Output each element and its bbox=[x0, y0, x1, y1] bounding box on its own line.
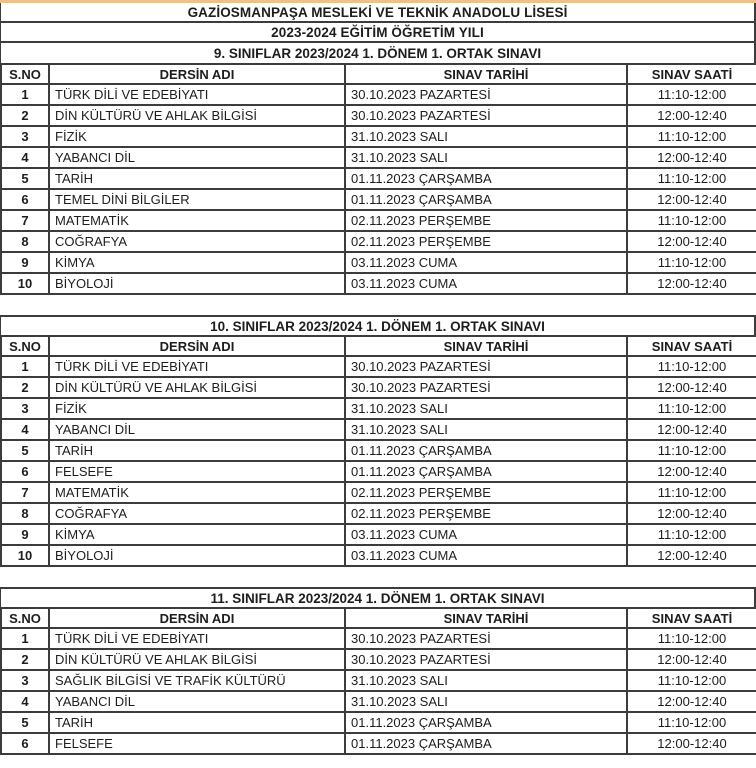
exam-date-cell: 03.11.2023 CUMA bbox=[345, 273, 627, 294]
exam-date-cell: 31.10.2023 SALI bbox=[345, 691, 627, 712]
column-header-course: DERSİN ADI bbox=[49, 608, 345, 628]
sno-cell: 7 bbox=[1, 482, 49, 503]
exam-time-cell: 12:00-12:40 bbox=[627, 733, 756, 754]
sno-cell: 8 bbox=[1, 231, 49, 252]
sno-cell: 9 bbox=[1, 524, 49, 545]
sno-cell: 7 bbox=[1, 210, 49, 231]
academic-year: 2023-2024 EĞİTİM ÖĞRETİM YILI bbox=[271, 24, 484, 40]
table-row bbox=[1, 712, 756, 733]
exam-table-grade-10 bbox=[0, 315, 756, 567]
sno-cell: 1 bbox=[1, 84, 49, 105]
exam-time-cell: 12:00-12:40 bbox=[627, 231, 756, 252]
sno-cell: 2 bbox=[1, 105, 49, 126]
table-row bbox=[1, 273, 756, 294]
sno-cell: 2 bbox=[1, 649, 49, 670]
column-header-time: SINAV SAATİ bbox=[627, 608, 756, 628]
exam-time-cell: 12:00-12:40 bbox=[627, 503, 756, 524]
column-header-date: SINAV TARİHİ bbox=[345, 64, 627, 84]
course-name-cell: TARİH bbox=[49, 168, 345, 189]
column-header-time: SINAV SAATİ bbox=[627, 336, 756, 356]
exam-date-cell: 30.10.2023 PAZARTESİ bbox=[345, 377, 627, 398]
course-name-cell: TEMEL DİNİ BİLGİLER bbox=[49, 189, 345, 210]
exam-time-cell: 12:00-12:40 bbox=[627, 147, 756, 168]
table-row bbox=[1, 84, 756, 105]
header-row bbox=[1, 336, 756, 356]
course-name-cell: TÜRK DİLİ VE EDEBİYATI bbox=[49, 628, 345, 649]
sno-cell: 5 bbox=[1, 712, 49, 733]
sno-cell: 5 bbox=[1, 168, 49, 189]
table-row bbox=[1, 356, 756, 377]
table-row bbox=[1, 189, 756, 210]
exam-table bbox=[0, 607, 756, 755]
academic-year-row bbox=[0, 23, 756, 43]
sno-cell: 10 bbox=[1, 273, 49, 294]
course-name-cell: KİMYA bbox=[49, 524, 345, 545]
exam-time-cell: 11:10-12:00 bbox=[627, 356, 756, 377]
exam-date-cell: 02.11.2023 PERŞEMBE bbox=[345, 231, 627, 252]
course-name-cell: COĞRAFYA bbox=[49, 231, 345, 252]
exam-table bbox=[0, 335, 756, 567]
sno-cell: 3 bbox=[1, 126, 49, 147]
exam-time-cell: 11:10-12:00 bbox=[627, 84, 756, 105]
table-row bbox=[1, 168, 756, 189]
table-title: 11. SINIFLAR 2023/2024 1. DÖNEM 1. ORTAK SINAVI bbox=[0, 587, 756, 607]
exam-table bbox=[0, 63, 756, 295]
exam-time-cell: 11:10-12:00 bbox=[627, 670, 756, 691]
sno-cell: 4 bbox=[1, 147, 49, 168]
header-row bbox=[1, 64, 756, 84]
table-title: 10. SINIFLAR 2023/2024 1. DÖNEM 1. ORTAK SINAVI bbox=[0, 315, 756, 335]
exam-date-cell: 01.11.2023 ÇARŞAMBA bbox=[345, 712, 627, 733]
table-row bbox=[1, 733, 756, 754]
course-name-cell: YABANCI DİL bbox=[49, 147, 345, 168]
table-row bbox=[1, 545, 756, 566]
course-name-cell: TÜRK DİLİ VE EDEBİYATI bbox=[49, 356, 345, 377]
exam-time-cell: 11:10-12:00 bbox=[627, 628, 756, 649]
exam-date-cell: 02.11.2023 PERŞEMBE bbox=[345, 210, 627, 231]
table-row bbox=[1, 482, 756, 503]
exam-table-grade-9 bbox=[0, 43, 756, 295]
table-row bbox=[1, 440, 756, 461]
table-row bbox=[1, 461, 756, 482]
exam-time-cell: 11:10-12:00 bbox=[627, 252, 756, 273]
exam-date-cell: 01.11.2023 ÇARŞAMBA bbox=[345, 189, 627, 210]
sno-cell: 3 bbox=[1, 670, 49, 691]
sno-cell: 10 bbox=[1, 545, 49, 566]
exam-time-cell: 12:00-12:40 bbox=[627, 377, 756, 398]
table-row bbox=[1, 670, 756, 691]
exam-date-cell: 03.11.2023 CUMA bbox=[345, 545, 627, 566]
course-name-cell: DİN KÜLTÜRÜ VE AHLAK BİLGİSİ bbox=[49, 649, 345, 670]
sno-cell: 6 bbox=[1, 189, 49, 210]
exam-time-cell: 12:00-12:40 bbox=[627, 419, 756, 440]
column-header-date: SINAV TARİHİ bbox=[345, 336, 627, 356]
course-name-cell: FİZİK bbox=[49, 126, 345, 147]
exam-date-cell: 31.10.2023 SALI bbox=[345, 398, 627, 419]
table-row bbox=[1, 252, 756, 273]
course-name-cell: MATEMATİK bbox=[49, 482, 345, 503]
table-row bbox=[1, 377, 756, 398]
sno-cell: 9 bbox=[1, 252, 49, 273]
course-name-cell: DİN KÜLTÜRÜ VE AHLAK BİLGİSİ bbox=[49, 377, 345, 398]
exam-date-cell: 02.11.2023 PERŞEMBE bbox=[345, 503, 627, 524]
exam-date-cell: 30.10.2023 PAZARTESİ bbox=[345, 628, 627, 649]
exam-time-cell: 11:10-12:00 bbox=[627, 524, 756, 545]
course-name-cell: FELSEFE bbox=[49, 461, 345, 482]
school-name: GAZİOSMANPAŞA MESLEKİ VE TEKNİK ANADOLU LİSESİ bbox=[187, 4, 568, 20]
sno-cell: 6 bbox=[1, 733, 49, 754]
course-name-cell: TÜRK DİLİ VE EDEBİYATI bbox=[49, 84, 345, 105]
table-row bbox=[1, 649, 756, 670]
sno-cell: 2 bbox=[1, 377, 49, 398]
column-header-date: SINAV TARİHİ bbox=[345, 608, 627, 628]
exam-date-cell: 30.10.2023 PAZARTESİ bbox=[345, 356, 627, 377]
table-row bbox=[1, 147, 756, 168]
sno-cell: 1 bbox=[1, 356, 49, 377]
course-name-cell: FELSEFE bbox=[49, 733, 345, 754]
exam-time-cell: 12:00-12:40 bbox=[627, 649, 756, 670]
exam-time-cell: 12:00-12:40 bbox=[627, 105, 756, 126]
exam-date-cell: 30.10.2023 PAZARTESİ bbox=[345, 84, 627, 105]
exam-date-cell: 03.11.2023 CUMA bbox=[345, 252, 627, 273]
table-row bbox=[1, 503, 756, 524]
sno-cell: 3 bbox=[1, 398, 49, 419]
exam-time-cell: 12:00-12:40 bbox=[627, 189, 756, 210]
table-row bbox=[1, 126, 756, 147]
table-row bbox=[1, 210, 756, 231]
exam-date-cell: 31.10.2023 SALI bbox=[345, 126, 627, 147]
exam-date-cell: 31.10.2023 SALI bbox=[345, 670, 627, 691]
exam-date-cell: 01.11.2023 ÇARŞAMBA bbox=[345, 461, 627, 482]
sno-cell: 5 bbox=[1, 440, 49, 461]
exam-date-cell: 02.11.2023 PERŞEMBE bbox=[345, 482, 627, 503]
sno-cell: 4 bbox=[1, 419, 49, 440]
exam-time-cell: 12:00-12:40 bbox=[627, 545, 756, 566]
exam-time-cell: 12:00-12:40 bbox=[627, 273, 756, 294]
column-header-course: DERSİN ADI bbox=[49, 64, 345, 84]
column-header-time: SINAV SAATİ bbox=[627, 64, 756, 84]
course-name-cell: DİN KÜLTÜRÜ VE AHLAK BİLGİSİ bbox=[49, 105, 345, 126]
course-name-cell: BİYOLOJİ bbox=[49, 273, 345, 294]
exam-time-cell: 11:10-12:00 bbox=[627, 168, 756, 189]
column-header-sno: S.NO bbox=[1, 64, 49, 84]
table-row bbox=[1, 628, 756, 649]
exam-time-cell: 11:10-12:00 bbox=[627, 210, 756, 231]
course-name-cell: MATEMATİK bbox=[49, 210, 345, 231]
column-header-course: DERSİN ADI bbox=[49, 336, 345, 356]
exam-time-cell: 11:10-12:00 bbox=[627, 398, 756, 419]
course-name-cell: SAĞLIK BİLGİSİ VE TRAFİK KÜLTÜRÜ bbox=[49, 670, 345, 691]
table-row bbox=[1, 231, 756, 252]
exam-date-cell: 03.11.2023 CUMA bbox=[345, 524, 627, 545]
course-name-cell: YABANCI DİL bbox=[49, 419, 345, 440]
school-name-row bbox=[0, 3, 756, 23]
table-row bbox=[1, 419, 756, 440]
exam-date-cell: 01.11.2023 ÇARŞAMBA bbox=[345, 440, 627, 461]
table-row bbox=[1, 398, 756, 419]
course-name-cell: KİMYA bbox=[49, 252, 345, 273]
sno-cell: 4 bbox=[1, 691, 49, 712]
course-name-cell: BİYOLOJİ bbox=[49, 545, 345, 566]
exam-date-cell: 01.11.2023 ÇARŞAMBA bbox=[345, 733, 627, 754]
table-title: 9. SINIFLAR 2023/2024 1. DÖNEM 1. ORTAK SINAVI bbox=[0, 43, 756, 63]
course-name-cell: TARİH bbox=[49, 712, 345, 733]
header-row bbox=[1, 608, 756, 628]
exam-date-cell: 30.10.2023 PAZARTESİ bbox=[345, 649, 627, 670]
table-row bbox=[1, 524, 756, 545]
course-name-cell: FİZİK bbox=[49, 398, 345, 419]
exam-date-cell: 30.10.2023 PAZARTESİ bbox=[345, 105, 627, 126]
sno-cell: 1 bbox=[1, 628, 49, 649]
exam-time-cell: 12:00-12:40 bbox=[627, 691, 756, 712]
exam-date-cell: 31.10.2023 SALI bbox=[345, 419, 627, 440]
exam-table-grade-11 bbox=[0, 587, 756, 755]
course-name-cell: COĞRAFYA bbox=[49, 503, 345, 524]
column-header-sno: S.NO bbox=[1, 608, 49, 628]
exam-time-cell: 11:10-12:00 bbox=[627, 712, 756, 733]
course-name-cell: TARİH bbox=[49, 440, 345, 461]
table-row bbox=[1, 691, 756, 712]
exam-time-cell: 12:00-12:40 bbox=[627, 461, 756, 482]
column-header-sno: S.NO bbox=[1, 336, 49, 356]
exam-time-cell: 11:10-12:00 bbox=[627, 482, 756, 503]
exam-time-cell: 11:10-12:00 bbox=[627, 126, 756, 147]
exam-date-cell: 31.10.2023 SALI bbox=[345, 147, 627, 168]
course-name-cell: YABANCI DİL bbox=[49, 691, 345, 712]
exam-time-cell: 11:10-12:00 bbox=[627, 440, 756, 461]
exam-date-cell: 01.11.2023 ÇARŞAMBA bbox=[345, 168, 627, 189]
sno-cell: 6 bbox=[1, 461, 49, 482]
sno-cell: 8 bbox=[1, 503, 49, 524]
table-row bbox=[1, 105, 756, 126]
